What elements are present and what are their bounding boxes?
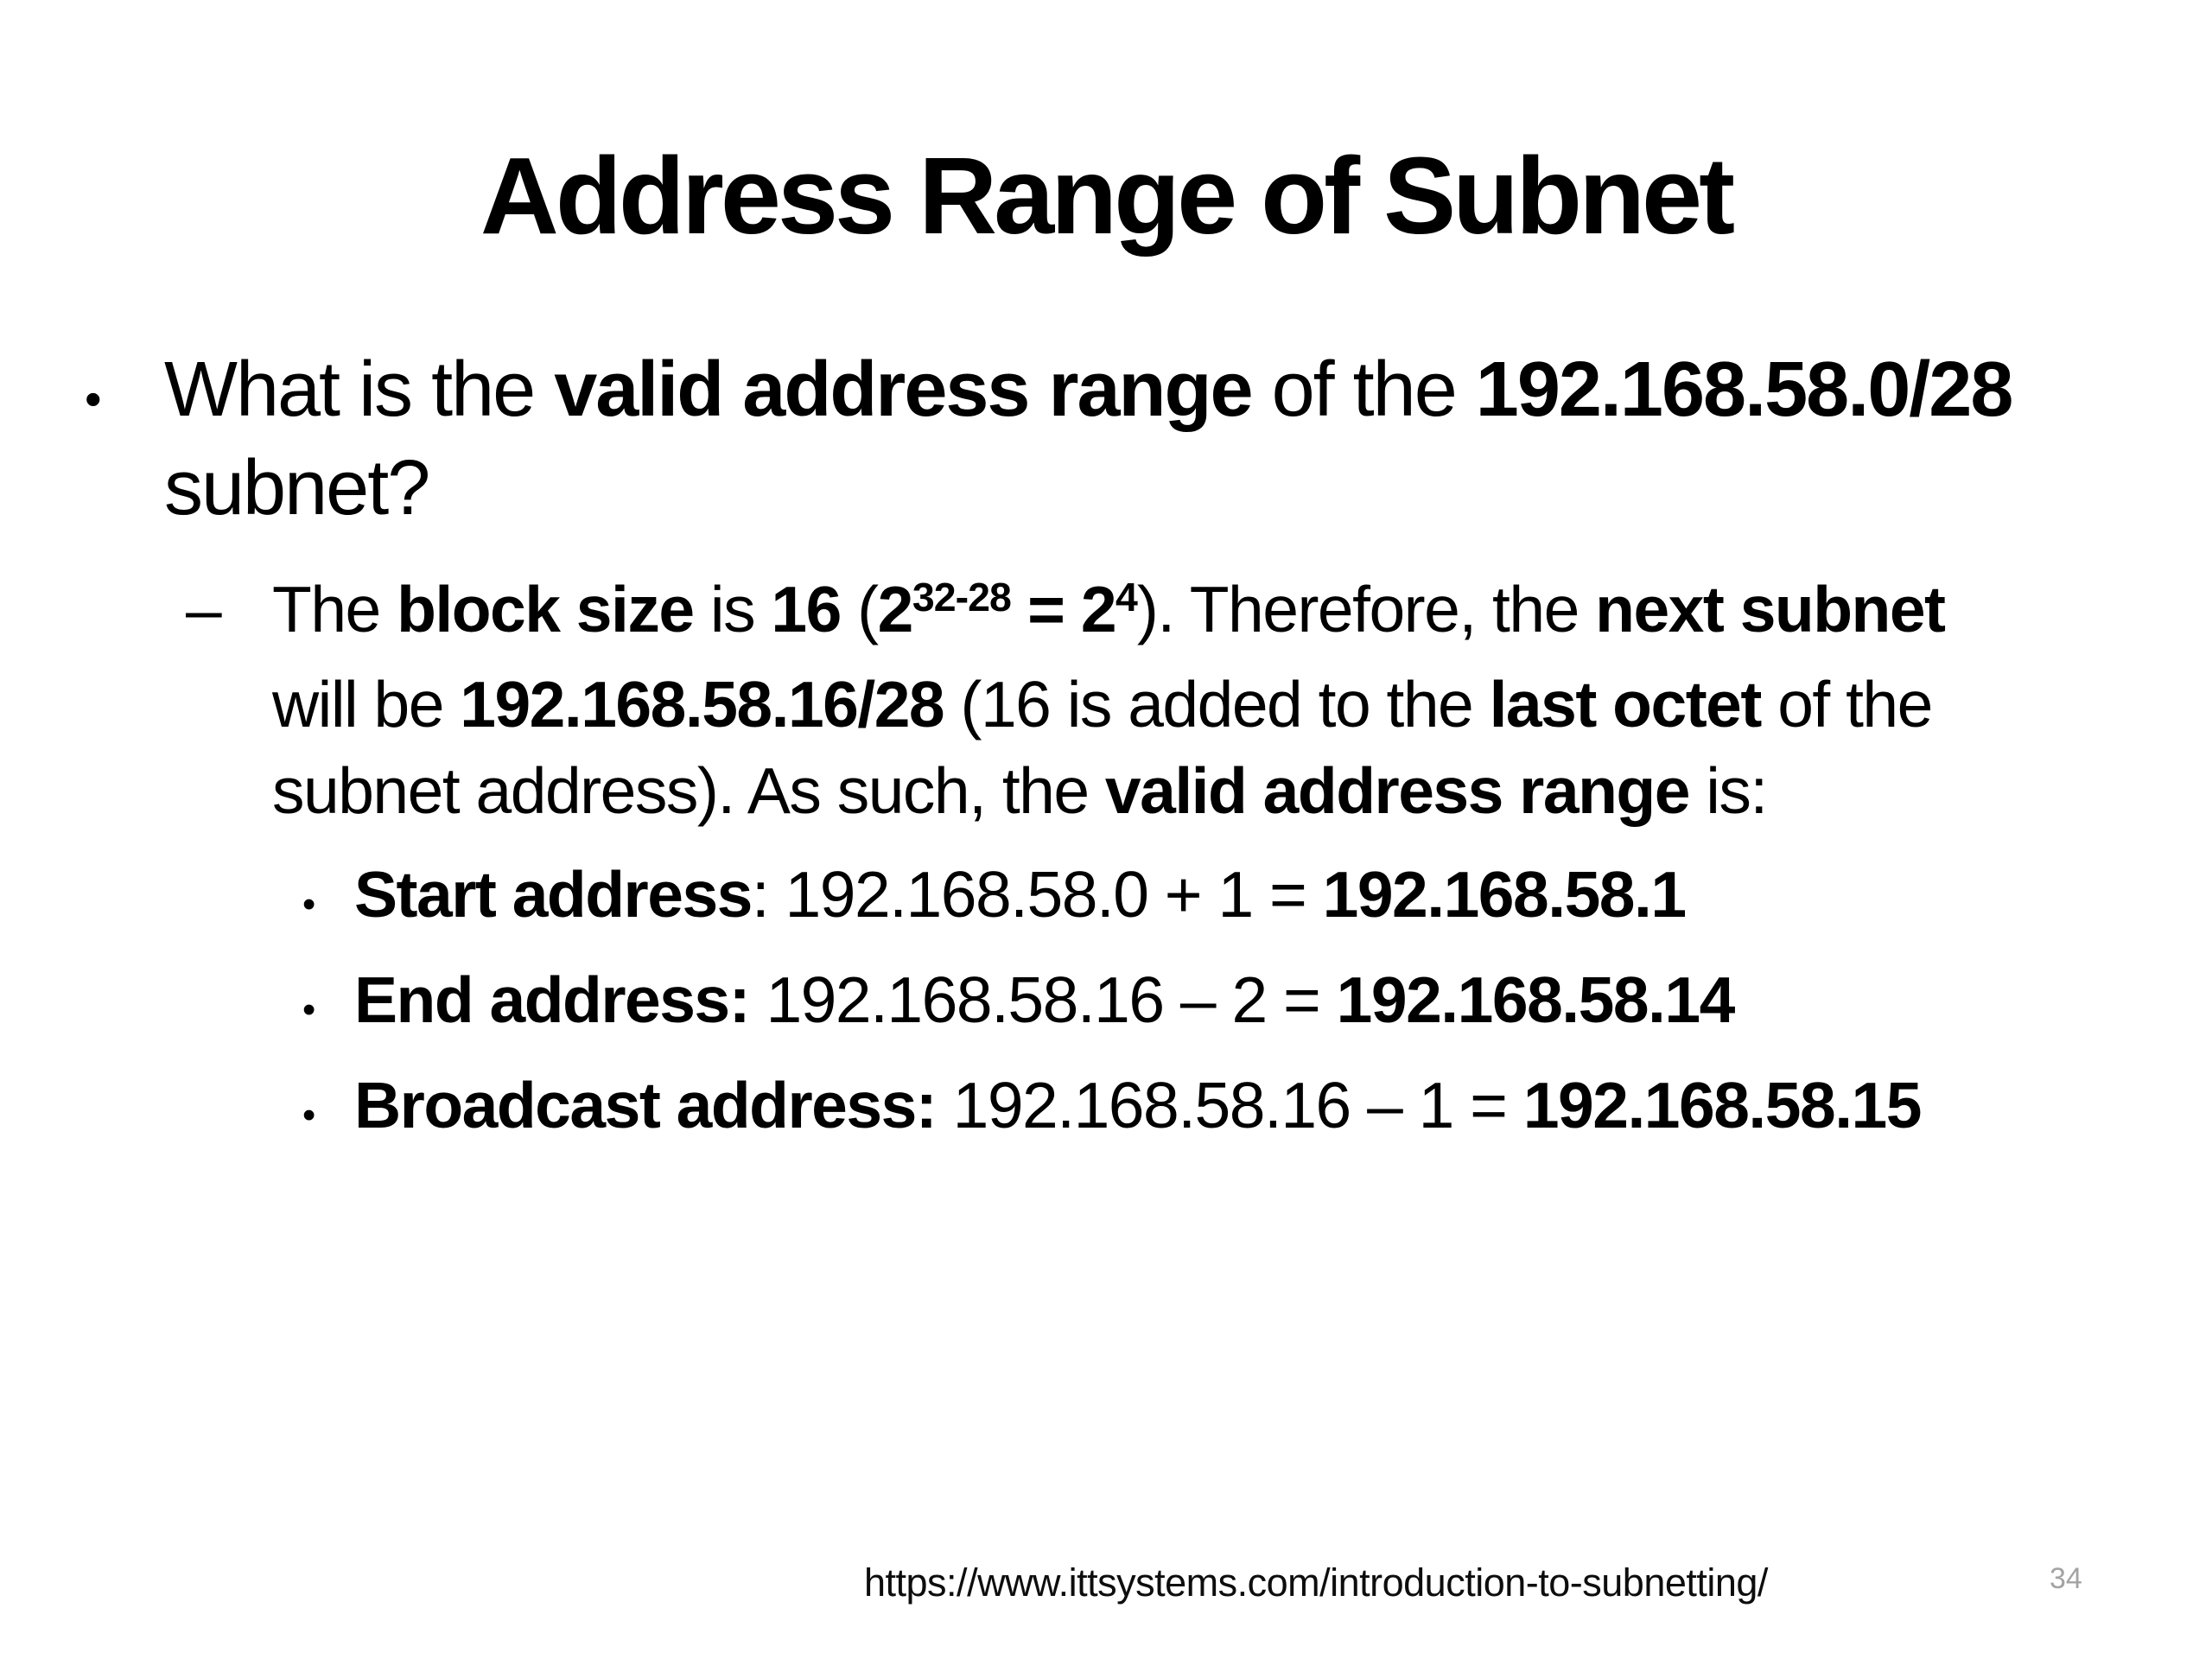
level2-dash-marker: – [186, 573, 222, 645]
level3-bullet-marker: • [302, 1095, 316, 1136]
slide-title: Address Range of Subnet [480, 135, 1732, 257]
explanation-text: The block size is 16 $(2^{32-28} = 2^4)$. Therefore, the next subnet will be 192.168.58.16/28 (16 is added to the last octet of the subnet address). As such, the valid address range is: [272, 573, 1945, 827]
bullet-end-address [302, 957, 1734, 1053]
bullet-broadcast-address [302, 1062, 1921, 1159]
bullet-start-address [302, 851, 1686, 948]
level3-bullet-marker: • [302, 884, 316, 925]
question-text: What is the valid address range of the 192.168.58.0/28 subnet? [164, 346, 2012, 531]
start-address-text: Start address: 192.168.58.0 + 1 = 192.168.58.1 [354, 858, 1686, 931]
broadcast-address-text: Broadcast address: 192.168.58.16 – 1 = 192.168.58.15 [354, 1069, 1921, 1141]
slide-page-number: 34 [2050, 1562, 2082, 1595]
level1-bullet-marker: • [85, 372, 102, 426]
end-address-text: End address: 192.168.58.16 – 2 = 192.168.58.14 [354, 963, 1734, 1036]
footer-source-url: https://www.ittsystems.com/introduction-to-subnetting/ [864, 1560, 1768, 1605]
bullet-explanation [186, 566, 1945, 834]
level3-bullet-marker: • [302, 989, 316, 1031]
bullet-question [85, 340, 2012, 537]
